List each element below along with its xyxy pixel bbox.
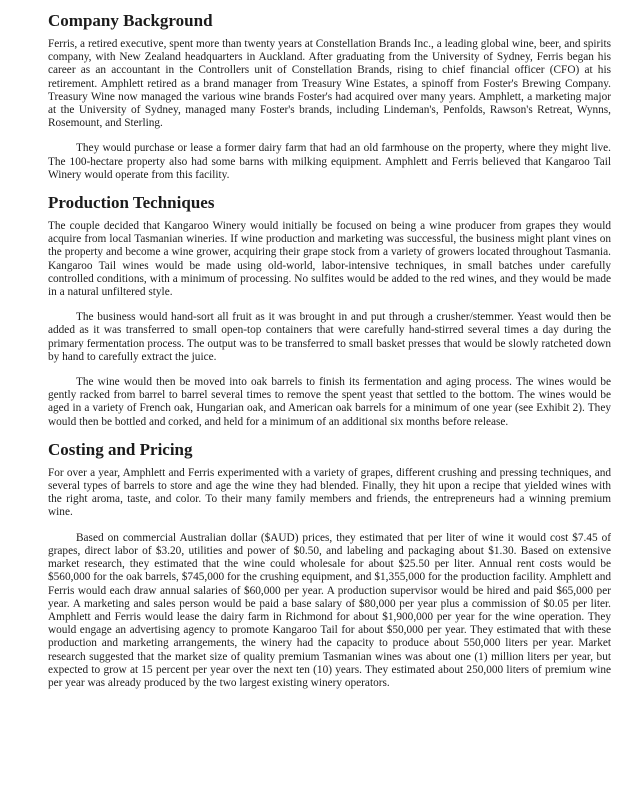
paragraph: Ferris, a retired executive, spent more than twenty years at Constellation Brands Inc., a leading global wine, beer, and spirits company, with New Zealand headquarters in Auckland. After graduating from the University of Sydney, Ferris began his career as an accountant in the Controllers unit of Constellation Brands, rising to chief financial officer (CFO) at his retirement. Amphlett retired as a brand manager from Treasury Wine Estates, a spinoff from Foster's Brewing Company. Treasury Wine now managed the various wine brands Foster's had acquired over many years. Amphlett, a marketing major at the University of Sydney, managed many Foster's brands, including Lindeman's, Penfolds, Rawson's Retreat, Wynns, Rosemount, and Sterling.: [48, 38, 611, 130]
paragraph: The couple decided that Kangaroo Winery would initially be focused on being a wine producer from grapes they would acquire from local Tasmanian wineries. If wine production and marketing was successful, the business might plant vines on the property and become a wine grower, acquiring their grape stock from a variety of growers located throughout Tasmania. Kangaroo Tail wines would be made using old-world, labor-intensive techniques, in small batches under carefully controlled conditions, with a minimum of processing. No sulfites would be added to the red wines, and they would be made in a natural unfiltered style.: [48, 220, 611, 299]
paragraph: They would purchase or lease a former dairy farm that had an old farmhouse on the property, where they might live. The 100-hectare property also had some barns with milking equipment. Amphlett and Ferris believed that Kangaroo Tail Winery would operate from this facility.: [48, 142, 611, 181]
section-production-techniques: [48, 192, 611, 429]
section-costing-and-pricing: [48, 439, 611, 690]
paragraph: For over a year, Amphlett and Ferris experimented with a variety of grapes, different crushing and pressing techniques, and several types of barrels to store and age the wine they had blended. Finally, they hit upon a recipe that yielded wines with the right aroma, taste, and color. To their many family members and friends, the entrepreneurs had a winning premium wine.: [48, 466, 611, 519]
section-heading: Company Background: [48, 11, 213, 30]
paragraph: The business would hand-sort all fruit as it was brought in and put through a crusher/stemmer. Yeast would then be added as it was transferred to small open-top containers that were carefully hand-stirred several times a day during the primary fermentation process. The output was to be transferred to small basket presses that would be slowly ratcheted down by hand to carefully extract the juice.: [48, 311, 611, 363]
section-heading: Costing and Pricing: [48, 439, 193, 459]
paragraph: Based on commercial Australian dollar ($AUD) prices, they estimated that per liter of wine it would cost $7.45 of grapes, direct labor of $3.20, utilities and power of $0.50, and labeling and packaging about $1.30. Based on extensive market research, they estimated that the wine could wholesale for about $25.50 per liter. Annual rent costs would be $560,000 for the oak barrels, $745,000 for the crushing equipment, and $1,355,000 for the production facility. Amphlett and Ferris would each draw annual salaries of $60,000 per year. A production supervisor would be hired and paid $65,000 per year. A marketing and sales person would be paid a base salary of $80,000 per year plus a commission of $0.05 per liter. Amphlett and Ferris would lease the dairy farm in Richmond for about $1,900,000 per year for the wine operation. They would engage an advertising agency to promote Kangaroo Tail for about $50,000 per year. They estimated that with these production and marketing arrangements, the winery had the capacity to produce about 550,000 liters per year. Market research suggested that the market size of quality premium Tasmanian wines was about one (1) million liters per year, but expected to grow at 15 percent per year over the next ten (10) years. They estimated about 250,000 liters of premium wine per year was already produced by the two largest existing winery operators.: [48, 531, 611, 689]
section-company-background: [48, 10, 611, 182]
paragraph: The wine would then be moved into oak barrels to finish its fermentation and aging process. The wines would be gently racked from barrel to barrel several times to remove the spent yeast that settled to the bottom. The wines would be aged in a variety of French oak, Hungarian oak, and American oak barrels for a minimum of one year (see Exhibit 2). They would then be bottled and corked, and held for a minimum of an additional six months before release.: [48, 376, 611, 428]
section-heading: Production Techniques: [48, 193, 215, 213]
